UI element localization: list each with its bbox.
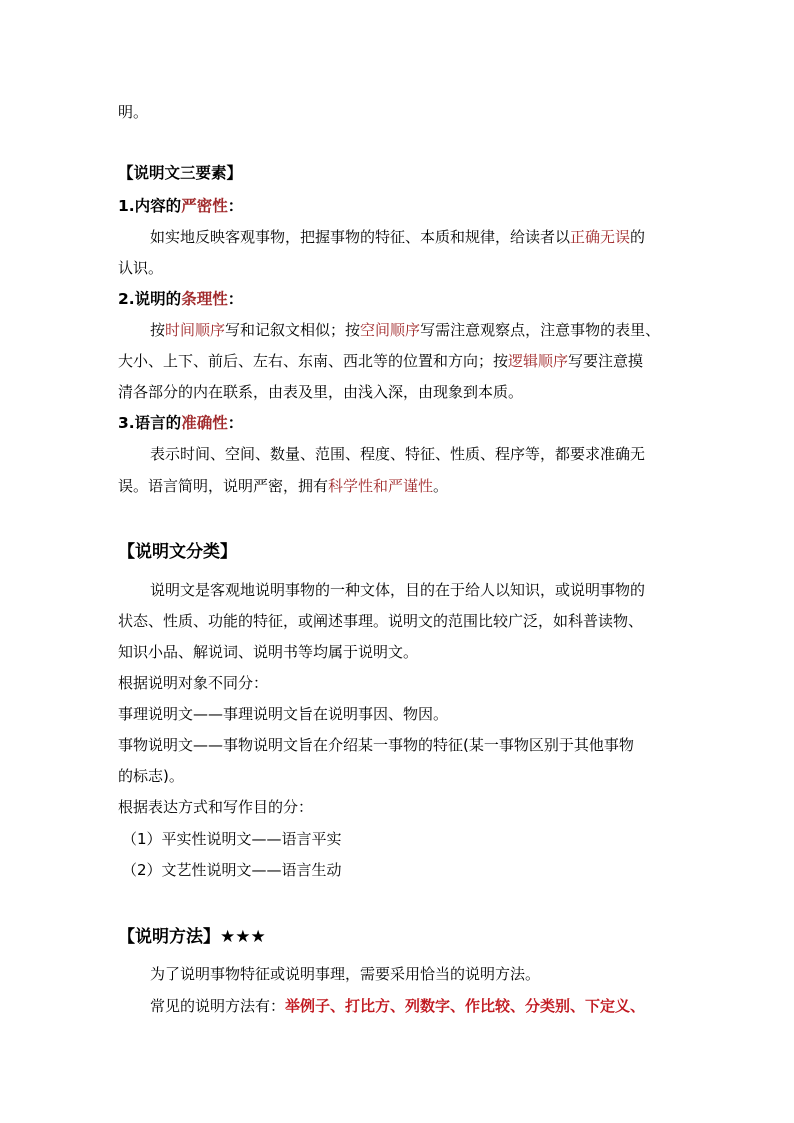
item-prefix: 2.说明的: [118, 290, 182, 308]
keyword: 科学性和严谨性: [328, 477, 434, 495]
text-line: [118, 351, 643, 371]
section-heading-classification: 【说明文分类】: [118, 542, 237, 562]
text-line: 事物说明文——事物说明文旨在介绍某一事物的特征(某一事物区别于其他事物: [118, 736, 634, 754]
section-heading-methods: 【说明方法】★★★: [118, 927, 266, 947]
item-prefix: 3.语言的: [118, 414, 182, 432]
text-line: 的标志)。: [118, 767, 184, 785]
keyword: 逻辑顺序: [508, 352, 569, 370]
text-span: 写需注意观察点，注意事物的表里、: [420, 321, 661, 339]
text-span: 如实地反映客观事物，把握事物的特征、本质和规律，给读者以: [150, 228, 571, 246]
text-line: 状态、性质、功能的特征，或阐述事理。说明文的范围比较广泛，如科普读物、: [118, 612, 644, 630]
item-heading-3: [118, 413, 243, 433]
item-suffix: ：: [227, 290, 244, 308]
keyword: 准确性: [181, 414, 228, 432]
text-line: 表示时间、空间、数量、范围、程度、特征、性质、程序等，都要求准确无: [150, 445, 646, 463]
text-span: 。: [433, 477, 449, 495]
list-item: （2）文艺性说明文——语言生动: [122, 861, 342, 879]
text-line: 说明文是客观地说明事物的一种文体，目的在于给人以知识，或说明事物的: [150, 581, 646, 599]
text-span: 写要注意摸: [568, 352, 644, 370]
keyword: 空间顺序: [360, 321, 421, 339]
text-line: [150, 227, 645, 247]
item-prefix: 1.内容的: [118, 197, 182, 215]
text-line: 明。: [118, 103, 149, 121]
text-line: [118, 476, 448, 496]
text-line: 根据说明对象不同分：: [118, 674, 269, 692]
keyword: 正确无误: [570, 228, 631, 246]
text-line: [150, 996, 645, 1016]
keyword: 时间顺序: [165, 321, 226, 339]
item-heading-1: [118, 196, 243, 216]
text-line: [150, 320, 660, 340]
text-line: 认识。: [118, 259, 164, 277]
text-line: 知识小品、解说词、说明书等均属于说明文。: [118, 643, 419, 661]
text-span: 的: [630, 228, 646, 246]
list-item: （1）平实性说明文——语言平实: [122, 830, 342, 848]
keyword: 条理性: [181, 290, 228, 308]
item-suffix: ：: [227, 197, 244, 215]
item-heading-2: [118, 289, 243, 309]
keyword: 严密性: [181, 197, 228, 215]
text-span: 按: [150, 321, 166, 339]
text-span: 写和记叙文相似；按: [225, 321, 361, 339]
item-suffix: ：: [227, 414, 244, 432]
text-span: 大小、上下、前后、左右、东南、西北等的位置和方向；按: [118, 352, 509, 370]
section-heading-elements: 【说明文三要素】: [118, 164, 243, 182]
text-line: 根据表达方式和写作目的分：: [118, 798, 314, 816]
text-span: 常见的说明方法有：: [150, 997, 286, 1015]
text-line: 为了说明事物特征或说明事理，需要采用恰当的说明方法。: [150, 965, 541, 983]
text-line: 事理说明文——事理说明文旨在说明事因、物因。: [118, 705, 449, 723]
text-line: 清各部分的内在联系，由表及里，由浅入深，由现象到本质。: [118, 383, 524, 401]
text-span: 误。语言简明，说明严密，拥有: [118, 477, 329, 495]
keyword: 举例子、打比方、列数字、作比较、分类别、下定义、: [285, 997, 646, 1015]
